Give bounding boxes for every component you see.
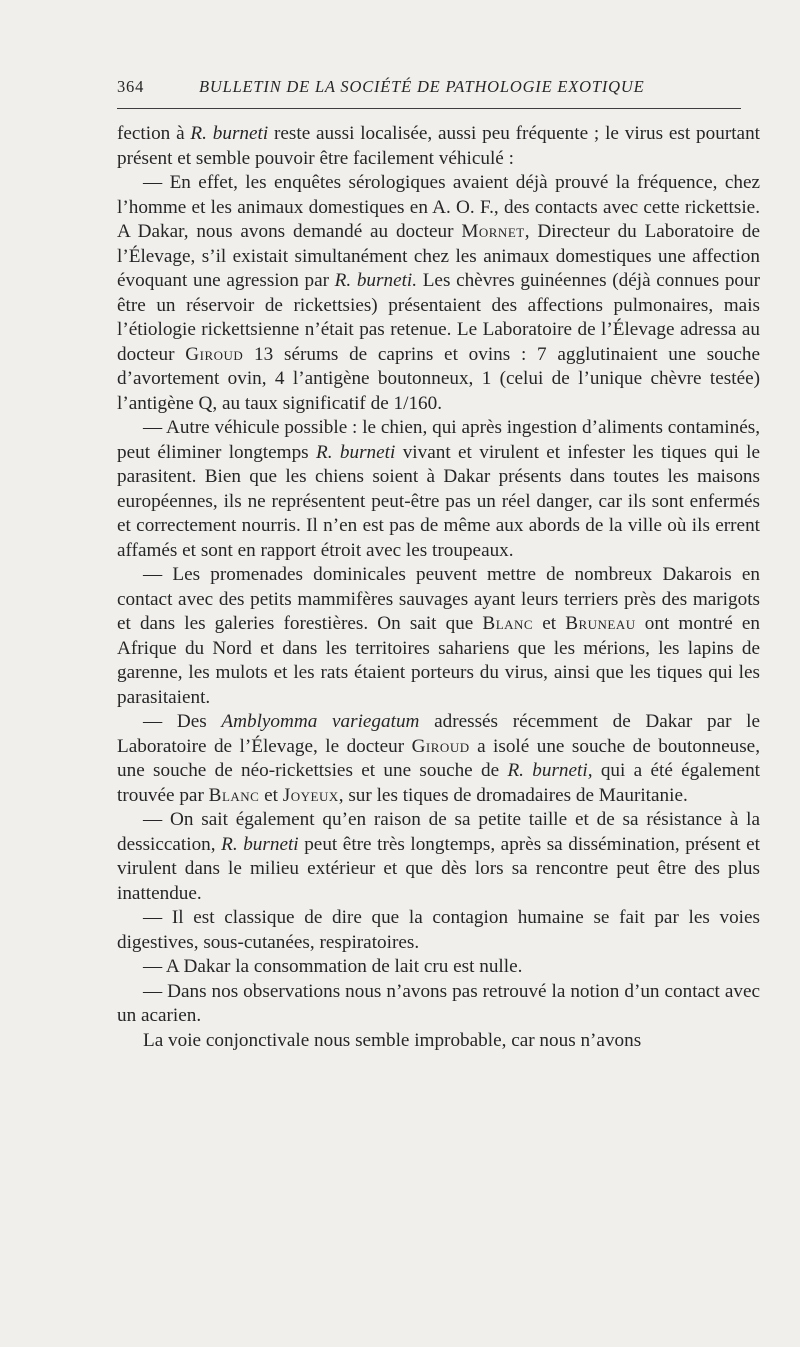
- text-span: et: [259, 784, 283, 806]
- header-rule: [117, 108, 741, 109]
- author-name: Bruneau: [565, 613, 636, 634]
- text-span: ont montré en Afrique du Nord et dans les territoires sahariens que les mérions, les lapins de garenne, les mulots et les rats étaient porteurs du virus, ainsi que les tiques qui les parasitaient.: [117, 613, 760, 708]
- paragraph-8: — A Dakar la consommation de lait cru est nulle.: [143, 956, 523, 977]
- species-name: R. burneti: [190, 123, 269, 144]
- species-name: R. burneti: [316, 441, 396, 463]
- paragraph-7: — Il est classique de dire que la contagion humaine se fait par les voies digestives, sous-cutanées, respiratoires.: [117, 907, 760, 953]
- text-span: reste aussi localisée, aussi peu fréquente ; le virus est pourtant présent et semble pouvoir être facilement véhiculé :: [117, 123, 760, 169]
- paragraph-4: [117, 563, 760, 710]
- species-name: R. burneti,: [507, 760, 593, 781]
- text-span: , sur les tiques de dromadaires de Mauritanie.: [338, 784, 688, 806]
- author-name: Giroud: [185, 343, 244, 365]
- text-span: vivant et virulent et infester les tiques qui le parasitent. Bien que les chiens soient à Dakar présents dans toutes les maisons européennes, ils ne représentent peut-être pas un réel danger, car ils sont enfermés et correctement nourris. Il n’en est pas de même aux abords de la ville où ils errent affamés et sont en rapport étroit avec les troupeaux.: [117, 441, 760, 561]
- page-number: 364: [117, 77, 145, 96]
- text-span: qui a été également trouvée par: [117, 760, 760, 806]
- paragraph-2: [117, 171, 760, 416]
- journal-title: BULLETIN DE LA SOCIÉTÉ DE PATHOLOGIE EXOTIQUE: [199, 77, 645, 96]
- paragraph-1: [117, 122, 760, 171]
- paragraph-3: [117, 416, 760, 563]
- text-span: 13 sérums de caprins et ovins : 7 agglutinaient une souche d’avortement ovin, 4 l’antigène boutonneux, 1 (celui de l’unique chèvre testée) l’antigène Q, au taux significatif de 1/160.: [117, 343, 760, 414]
- text-span: et: [533, 613, 566, 634]
- species-name: R. burneti: [221, 833, 299, 855]
- paragraph-9: — Dans nos observations nous n’avons pas retrouvé la notion d’un contact avec un acarien.: [117, 980, 760, 1026]
- text-span: Les chèvres guinéennes (déjà connues pour être un réservoir de rickettsies) présentaient des affections pulmonaires, mais l’étiologie rickettsienne n’était pas retenue. Le Laboratoire de l’Élevage adressa au docteur: [117, 270, 760, 365]
- text-span: — Les promenades dominicales peuvent mettre de nombreux Dakarois en contact avec des petits mammifères sauvages ayant leurs terriers près des marigots et dans les galeries forestières. On sait que: [117, 564, 760, 634]
- author-name: Giroud: [411, 735, 470, 757]
- text-span: , Directeur du Laboratoire de l’Élevage, s’il existait simultanément chez les animaux domestiques une affection évoquant une agression par: [117, 221, 760, 291]
- text-span: — On sait également qu’en raison de sa petite taille et de sa résistance à la dessiccation,: [117, 809, 760, 855]
- paragraph-10: La voie conjonctivale nous semble improbable, car nous n’avons: [143, 1029, 642, 1051]
- text-span: adressés récemment de Dakar par le Laboratoire de l’Élevage, le docteur: [117, 711, 761, 757]
- text-span: — Des: [143, 711, 222, 732]
- text-span: — En effet, les enquêtes sérologiques avaient déjà prouvé la fréquence, chez l’homme et les animaux domestiques en A. O. F., des contacts avec cette rickettsie. A Dakar, nous avons demandé au docteur: [117, 172, 760, 242]
- paragraph-6: [117, 808, 760, 906]
- article-body: [117, 122, 760, 1053]
- species-name: Amblyomma variegatum: [221, 711, 420, 732]
- author-name: Blanc: [208, 784, 260, 806]
- author-name: Joyeux: [282, 784, 339, 806]
- text-span: fection à: [117, 123, 191, 144]
- author-name: Mornet: [461, 221, 525, 242]
- text-span: — Autre véhicule possible : le chien, qui après ingestion d’aliments contaminés, peut éliminer longtemps: [117, 417, 760, 463]
- text-span: peut être très longtemps, après sa dissémination, présent et virulent dans le milieu extérieur et que dès lors sa rencontre peut être des plus inattendue.: [117, 833, 761, 904]
- species-name: R. burneti.: [334, 270, 418, 291]
- text-span: a isolé une souche de boutonneuse, une souche de néo-rickettsies et une souche de: [117, 735, 760, 781]
- paragraph-5: [117, 710, 760, 808]
- author-name: Blanc: [482, 613, 534, 634]
- running-header: [117, 77, 740, 105]
